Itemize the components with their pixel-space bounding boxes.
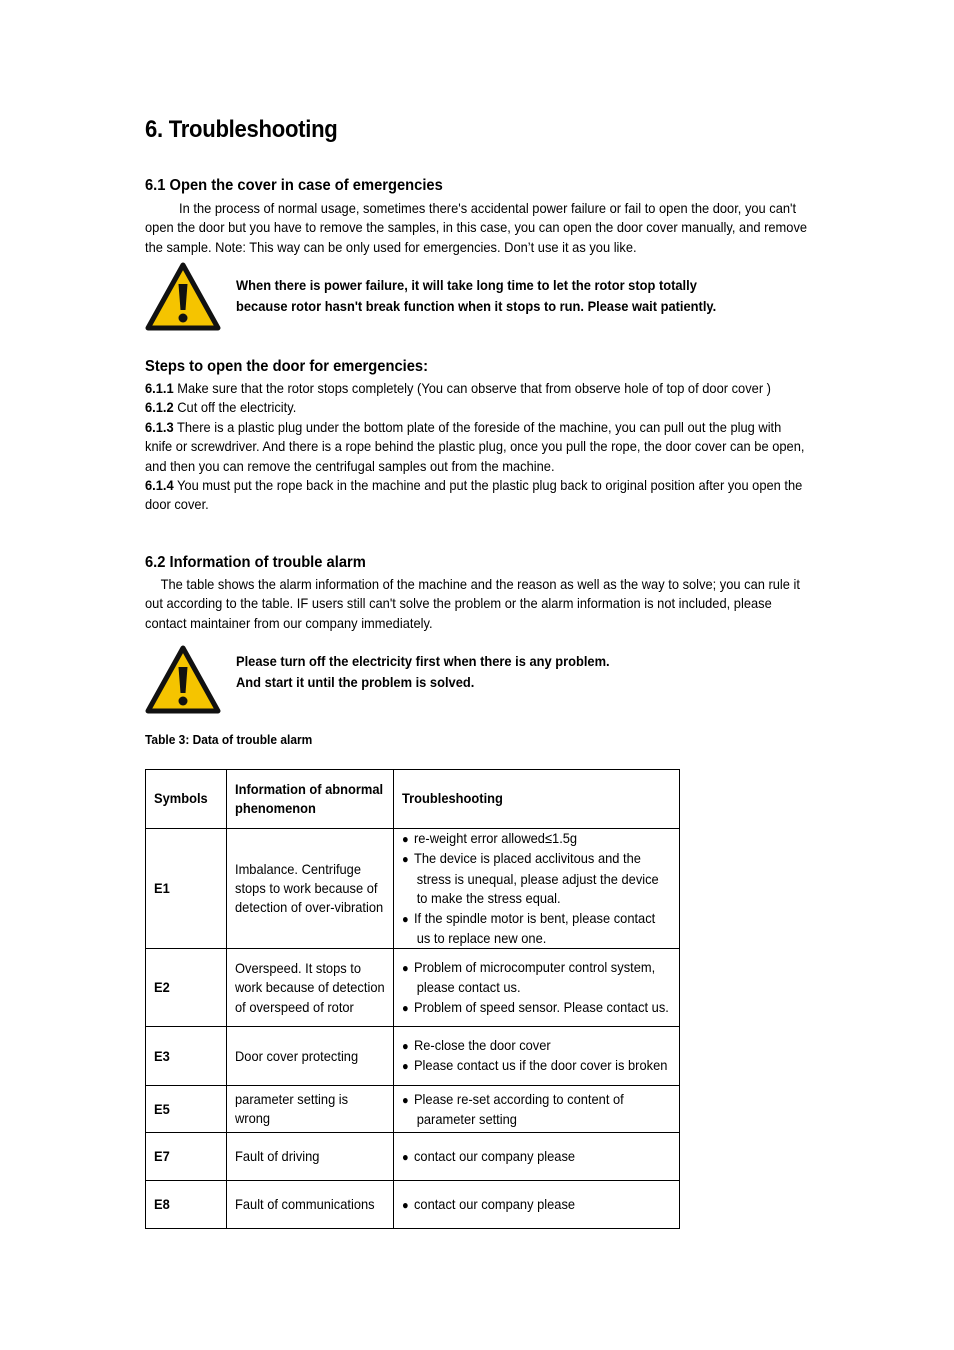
table-row [146, 1181, 680, 1229]
symbol-cell: E8 [146, 1181, 227, 1229]
table-row [146, 1027, 680, 1086]
step-text: There is a plastic plug under the bottom plate of the foreside of the machine, you can pull out the plug with knife or screwdriver. And there is a rope behind the plastic plug, once you pull the rope, the door cover can be open, and then you can remove the centrifugal samples out from the machine. [145, 418, 805, 474]
section-6-2-heading: 6.2 Information of trouble alarm [145, 554, 366, 571]
fix-item: ● Problem of speed sensor. Please contact us. [402, 998, 671, 1018]
symbol-cell: E7 [146, 1133, 227, 1181]
fix-item: ● Re-close the door cover [402, 1036, 671, 1056]
section-6-2-body [145, 575, 812, 633]
info-cell: Door cover protecting [227, 1027, 394, 1086]
symbol-cell: E1 [146, 829, 227, 949]
bullet-icon: ● [402, 1039, 409, 1054]
fix-cell [394, 1181, 680, 1229]
fix-item: ● If the spindle motor is bent, please contact us to replace new one. [402, 909, 656, 947]
section-6-2-paragraph: The table shows the alarm information of the machine and the reason as well as the way to solve; you can rule it out according to the table. IF users still can't solve the problem or the alarm information is not included, please contact maintainer from our company immediately. [145, 576, 800, 631]
table-row [146, 829, 680, 949]
fix-cell [394, 1086, 680, 1133]
fix-item: ● contact our company please [402, 1147, 671, 1167]
step-number: 6.1.4 [145, 477, 174, 494]
bullet-icon: ● [402, 1059, 409, 1074]
symbol-cell: E3 [146, 1027, 227, 1086]
step-item [145, 379, 812, 398]
fix-cell [394, 829, 680, 949]
header-troubleshooting: Troubleshooting [394, 770, 680, 829]
fix-item: ● Problem of microcomputer control system, please contact us. [402, 958, 656, 996]
section-6-1-heading: 6.1 Open the cover in case of emergencies [145, 177, 443, 194]
table-row [146, 1133, 680, 1181]
step-item [145, 476, 812, 515]
warning-line: because rotor hasn't break function when it stops to run. Please wait patiently. [236, 297, 717, 314]
warning-triangle-icon [145, 262, 221, 332]
step-number: 6.1.1 [145, 380, 174, 396]
step-text: You must put the rope back in the machine and put the plastic plug back to original position after you open the door cover. [145, 477, 803, 513]
trouble-alarm-table [145, 769, 680, 1229]
fix-item: ● Please contact us if the door cover is broken [402, 1056, 671, 1076]
fix-cell [394, 1027, 680, 1086]
header-symbols: Symbols [146, 770, 227, 829]
step-number: 6.1.2 [145, 399, 174, 416]
table-caption: Table 3: Data of trouble alarm [145, 732, 313, 747]
bullet-icon: ● [402, 960, 409, 975]
fix-item: ● contact our company please [402, 1195, 671, 1215]
fix-cell [394, 1133, 680, 1181]
bullet-icon: ● [402, 1000, 409, 1015]
warning-line: And start it until the problem is solved. [236, 673, 475, 690]
fix-cell [394, 949, 680, 1027]
step-number: 6.1.3 [145, 418, 174, 435]
fix-item: ● The device is placed acclivitous and the stress is unequal, please adjust the device to make the stress equal. [402, 850, 659, 907]
warning-line: Please turn off the electricity first when there is any problem. [236, 653, 610, 669]
symbol-cell: E5 [146, 1086, 227, 1133]
table-row [146, 1086, 680, 1133]
fix-item: ● Please re-set according to content of parameter setting [402, 1090, 624, 1127]
symbol-cell: E2 [146, 949, 227, 1027]
info-cell: Fault of communications [227, 1181, 394, 1229]
step-text: Cut off the electricity. [173, 399, 297, 416]
warning-triangle-icon [145, 645, 221, 715]
info-cell: Imbalance. Centrifuge stops to work because of detection of over-vibration [227, 829, 394, 949]
steps-list [145, 379, 812, 515]
table-row [146, 949, 680, 1027]
table-header-row [146, 770, 680, 829]
bullet-icon: ● [402, 832, 409, 846]
bullet-icon: ● [402, 1197, 409, 1212]
step-item [145, 398, 812, 417]
steps-heading: Steps to open the door for emergencies: [145, 358, 429, 375]
info-cell: parameter setting is wrong [227, 1086, 394, 1133]
fix-item: ● re-weight error allowed≤1.5g [402, 829, 671, 849]
bullet-icon: ● [402, 852, 409, 867]
bullet-icon: ● [402, 911, 409, 926]
page-title: 6. Troubleshooting [145, 116, 338, 143]
section-6-1-paragraph: In the process of normal usage, sometimes there's accidental power failure or fail to open the door, you can't open the door but you have to remove the samples, in this case, you can open the door cover manually, and remove the sample. Note: This way can be only used for emergencies. Don’t use it as you like. [145, 200, 808, 255]
bullet-icon: ● [402, 1092, 409, 1107]
info-cell: Overspeed. It stops to work because of detection of overspeed of rotor [227, 949, 394, 1027]
header-information: Information of abnormal phenomenon [227, 770, 394, 829]
section-6-1-body [145, 199, 812, 257]
step-text: Make sure that the rotor stops completely (You can observe that from observe hole of top of door cover ) [173, 380, 771, 396]
step-item [145, 418, 812, 476]
bullet-icon: ● [402, 1149, 409, 1164]
info-cell: Fault of driving [227, 1133, 394, 1181]
warning-line: When there is power failure, it will take long time to let the rotor stop totally [236, 277, 697, 293]
electricity-warning [236, 651, 610, 692]
power-failure-warning [236, 275, 716, 316]
